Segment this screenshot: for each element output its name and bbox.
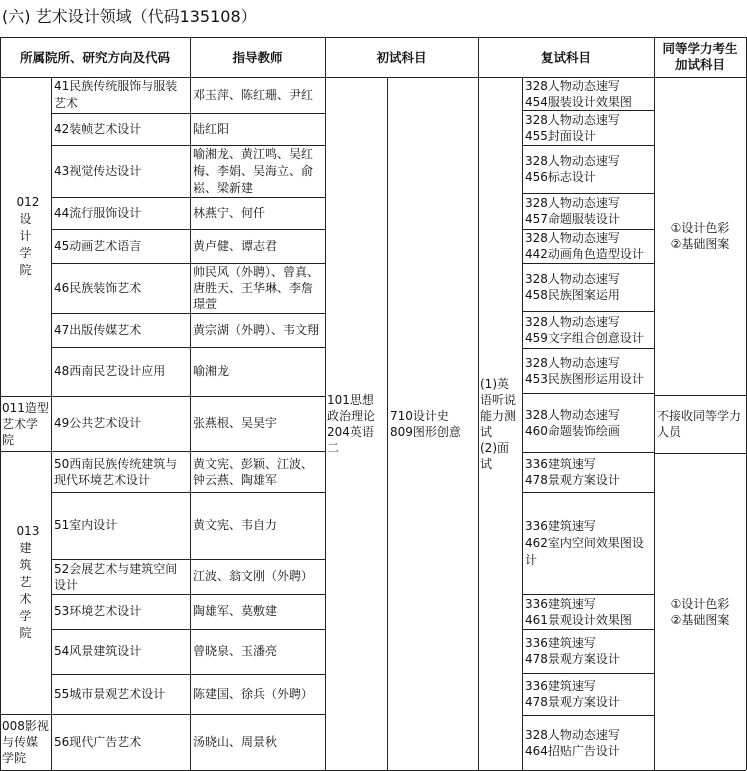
tutor-cell: 黄卢健、谭志君 — [193, 238, 278, 253]
retest-cell: 328人物动态速写 464招贴广告设计 — [525, 727, 620, 758]
tutor-cell: 喻湘龙、黄江鸣、吴红梅、李娟、吴海立、俞崧、梁新建 — [193, 146, 314, 195]
dept-arch-label: 013建筑艺术学院 — [16, 524, 40, 640]
direction-cell: 50西南民族传统建筑与现代环境艺术设计 — [54, 456, 178, 487]
tutor-cell: 陶雄军、莫敷建 — [193, 604, 278, 618]
tutor-cell: 曾晓泉、玉潘亮 — [193, 644, 278, 658]
tutor-cell: 张燕根、吴昊宇 — [193, 416, 278, 430]
direction-cell: 54风景建筑设计 — [54, 644, 142, 658]
extra-none: 不接收同等学力人员 — [657, 409, 742, 439]
retest-cell: 328人物动态速写 453民族图形运用设计 — [525, 355, 644, 386]
tutor-cell: 帅民风（外聘）、曾真、唐胜天、王华琳、李詹璟萱 — [193, 265, 320, 311]
tutor-cell: 黄宗湖（外聘）、韦文翔 — [193, 323, 320, 337]
dept-design — [0, 77, 51, 396]
retest-cell: 336建筑速写 478景观方案设计 — [525, 636, 620, 666]
prelim-subjects: 710设计史 809图形创意 — [390, 408, 461, 439]
direction-cell: 44流行服饰设计 — [54, 205, 142, 220]
dept-plastic: 011造型艺术学院 — [2, 400, 49, 447]
section-title: (六) 艺术设计领域（代码135108） — [2, 7, 257, 26]
tutor-cell: 林燕宁、何仟 — [193, 205, 266, 220]
prelim-tests: (1)英语听说能力测试 (2)面试 — [480, 376, 517, 471]
retest-cell: 336建筑速写 462室内空间效果图设计 — [525, 518, 644, 567]
dept-film: 008影视与传媒学院 — [2, 719, 49, 765]
tutor-cell: 陆红阳 — [193, 121, 230, 136]
header-retest: 复试科目 — [540, 49, 591, 65]
direction-cell: 41民族传统服饰与服装艺术 — [54, 79, 178, 110]
extra-group-2: ①设计色彩 ②基础图案 — [670, 596, 730, 627]
dept-design-label: 012设计学院 — [16, 195, 40, 277]
tutor-cell: 江波、翁文刚（外聘） — [193, 569, 314, 583]
retest-cell: 328人物动态速写 460命题装饰绘画 — [525, 407, 620, 438]
retest-cell: 328人物动态速写 455封面设计 — [525, 112, 620, 143]
direction-cell: 45动画艺术语言 — [54, 238, 142, 253]
retest-cell: 328人物动态速写 454服装设计效果图 — [525, 78, 632, 109]
direction-cell: 51室内设计 — [54, 518, 118, 532]
header-extra: 同等学力考生加试科目 — [662, 41, 738, 72]
retest-cell: 336建筑速写 478景观方案设计 — [525, 457, 620, 487]
direction-cell: 43视觉传达设计 — [54, 163, 142, 178]
direction-cell: 53环境艺术设计 — [54, 604, 142, 618]
tutor-cell: 黄文宪、彭颖、江波、钟云燕、陶雄军 — [193, 456, 314, 487]
direction-cell: 46民族装饰艺术 — [54, 280, 142, 295]
retest-cell: 328人物动态速写 442动画角色造型设计 — [525, 231, 644, 261]
retest-cell: 336建筑速写 478景观方案设计 — [525, 679, 620, 709]
retest-cell: 328人物动态速写 458民族图案运用 — [525, 272, 620, 302]
tutor-cell: 邓玉萍、陈红珊、尹红 — [193, 87, 314, 102]
retest-cell: 328人物动态速写 457命题服装设计 — [525, 196, 620, 226]
retest-cell: 328人物动态速写 459文字组合创意设计 — [525, 314, 644, 345]
extra-group-1: ①设计色彩 ②基础图案 — [670, 221, 730, 251]
prelim-politics-english: 101思想政治理论 204英语二 — [327, 392, 376, 455]
tutor-cell: 陈建国、徐兵（外聘） — [193, 686, 314, 701]
header-prelim: 初试科目 — [376, 49, 427, 65]
direction-cell: 48西南民艺设计应用 — [54, 364, 166, 378]
retest-cell: 328人物动态速写 456标志设计 — [525, 154, 620, 184]
direction-cell: 47出版传媒艺术 — [54, 322, 142, 337]
tutor-cell: 黄文宪、韦自力 — [193, 518, 278, 532]
retest-cell: 336建筑速写 461景观设计效果图 — [525, 596, 632, 627]
tutor-cell: 汤晓山、周景秋 — [193, 734, 278, 749]
header-dept: 所属院所、研究方向及代码 — [19, 49, 170, 65]
direction-cell: 49公共艺术设计 — [54, 416, 142, 430]
direction-cell: 52会展艺术与建筑空间设计 — [54, 561, 178, 592]
header-tutor: 指导教师 — [232, 49, 283, 65]
dept-arch — [0, 451, 51, 714]
direction-cell: 56现代广告艺术 — [54, 734, 142, 749]
direction-cell: 42装帧艺术设计 — [54, 121, 142, 136]
tutor-cell: 喻湘龙 — [193, 364, 230, 378]
direction-cell: 55城市景观艺术设计 — [54, 686, 166, 701]
